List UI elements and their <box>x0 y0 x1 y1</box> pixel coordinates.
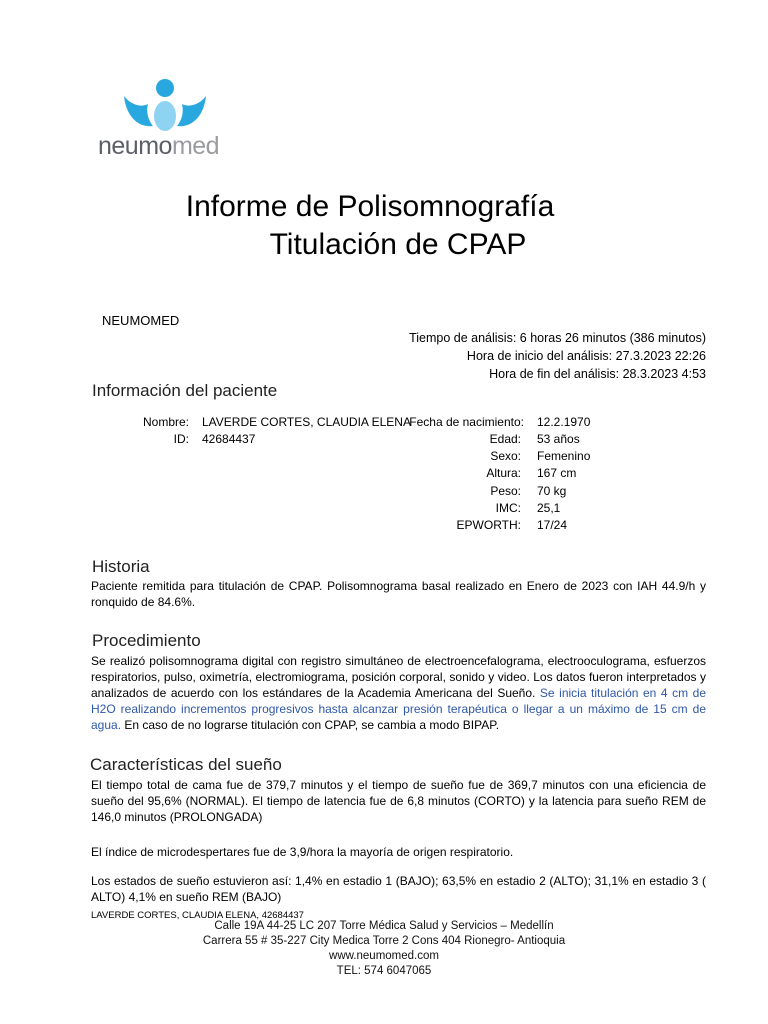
footer-address-2: Carrera 55 # 35-227 City Medica Torre 2 Cons 404 Rionegro- Antioquia <box>202 935 566 947</box>
neumomed-logo-icon <box>122 76 208 134</box>
procedure-text-part3: En caso de no lograrse titulación con CPAP, se cambia a modo BIPAP. <box>121 718 500 732</box>
analysis-time <box>409 331 706 345</box>
analysis-end <box>489 367 706 381</box>
weight-label: Peso: <box>490 484 521 498</box>
footer-phone: TEL: 574 6047065 <box>336 965 432 977</box>
analysis-time-label: Tiempo de análisis: <box>409 331 517 345</box>
weight-value: 70 kg <box>537 484 567 498</box>
sex-value: Femenino <box>537 449 591 463</box>
procedure-text-titration: Se inicia titulación en 4 cm de H2O realizando incrementos progresivos hasta alcanzar presión terapéutica o llegar a un máximo de 15 cm de agua. <box>91 686 706 732</box>
height-label: Altura: <box>486 466 521 480</box>
sex-label: Sexo: <box>490 449 521 463</box>
history-heading: Historia <box>92 557 150 576</box>
logo-text-part1: neumo <box>98 132 172 160</box>
footer-address-1: Calle 19A 44-25 LC 207 Torre Médica Salud y Servicios – Medellín <box>214 920 554 932</box>
footer-website[interactable]: www.neumomed.com <box>329 950 439 962</box>
history-text: Paciente remitida para titulación de CPAP. Polisomnograma basal realizado en Enero de 2023 con IAH 44.9/h y ronquido de 84.6%. <box>91 579 706 609</box>
analysis-time-value: 6 horas 26 minutos (386 minutos) <box>519 331 706 345</box>
age-value: 53 años <box>537 432 580 446</box>
epworth-value: 17/24 <box>537 518 568 532</box>
dob-value: 12.2.1970 <box>537 415 591 429</box>
analysis-start-label: Hora de inicio del análisis: <box>466 349 613 363</box>
sleep-paragraph-3: Los estados de sueño estuvieron así: 1,4% en estadio 1 (BAJO); 63,5% en estadio 2 (ALTO); 31,1% en estadio 3 ( ALTO) 4,1% en sueño REM (BAJO) <box>91 874 706 904</box>
analysis-start <box>467 349 706 363</box>
procedure-text <box>91 653 706 733</box>
id-value: 42684437 <box>202 432 256 446</box>
logo-text-part2: med <box>171 132 220 160</box>
age-label: Edad: <box>489 432 521 446</box>
footer-patient: LAVERDE CORTES, CLAUDIA ELENA, 42684437 <box>91 910 304 921</box>
sleep-paragraph-1: El tiempo total de cama fue de 379,7 minutos y el tiempo de sueño fue de 369,7 minutos con una eficiencia de sueño del 95,6% (NORMAL). El tiempo de latencia fue de 6,8 minutos (CORTO) y la latencia para sueño REM de 146,0 minutos (PROLONGADA) <box>91 778 706 824</box>
name-value: LAVERDE CORTES, CLAUDIA ELENA <box>202 415 411 429</box>
report-subtitle: Titulación de CPAP <box>269 228 527 261</box>
sleep-characteristics-heading: Características del sueño <box>90 755 282 774</box>
bmi-label: IMC: <box>495 501 521 515</box>
epworth-label: EPWORTH: <box>456 518 521 532</box>
report-title: Informe de Polisomnografía <box>185 190 555 223</box>
analysis-end-value: 28.3.2023 4:53 <box>622 367 706 381</box>
bmi-value: 25,1 <box>537 501 561 515</box>
logo-wordmark <box>98 132 219 161</box>
organization-name: NEUMOMED <box>102 313 180 328</box>
analysis-start-value: 27.3.2023 22:26 <box>615 349 706 363</box>
procedure-heading: Procedimiento <box>92 631 201 650</box>
dob-label: Fecha de nacimiento: <box>409 415 524 429</box>
patient-info-heading: Información del paciente <box>92 381 278 400</box>
analysis-end-label: Hora de fin del análisis: <box>489 367 620 381</box>
name-label: Nombre: <box>142 415 189 429</box>
id-label: ID: <box>173 432 189 446</box>
height-value: 167 cm <box>537 466 577 480</box>
sleep-paragraph-2: El índice de microdespertares fue de 3,9/hora la mayoría de origen respiratorio. <box>91 845 514 859</box>
procedure-text-part1: Se realizó polisomnograma digital con registro simultáneo de electroencefalograma, electrooculograma, esfuerzos respiratorios, pulso, oximetría, electromiograma, posición corporal, sonido y video. Los datos fueron interpretados y analizados de acuerdo con los estándares de la Academia Americana del Sueño. <box>91 654 706 700</box>
